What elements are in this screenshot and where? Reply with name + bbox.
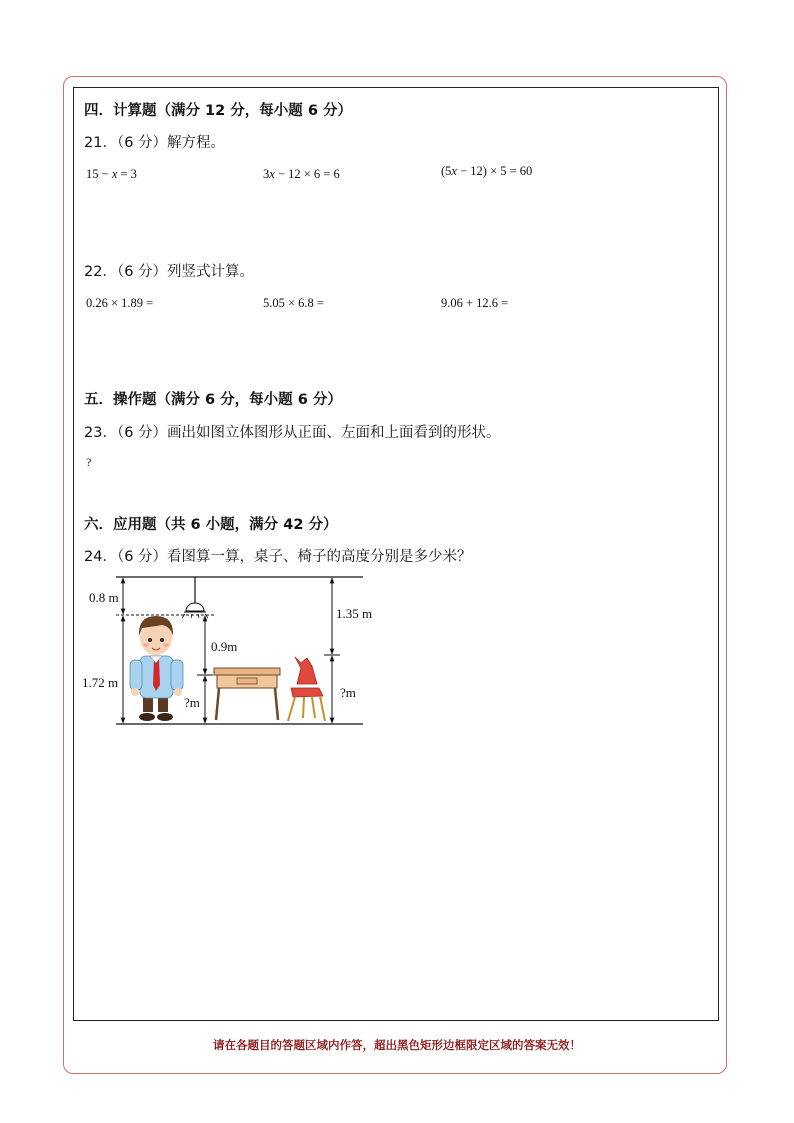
section-title-application: 六．应用题（共 6 小题，满分 42 分） <box>84 517 338 533</box>
vertical-calc-1: 0.26 × 1.89 = <box>86 296 154 310</box>
question-24-stem: 24．（6 分）看图算一算，桌子、椅子的高度分别是多少米？ <box>84 549 472 565</box>
desk-figure <box>214 668 280 720</box>
question-21-stem: 21．（6 分）解方程。 <box>84 135 226 151</box>
ceiling-lamp-icon <box>182 577 208 618</box>
label-chair-height: ?m <box>340 685 356 700</box>
label-desk-height: ?m <box>184 695 200 710</box>
dimension-chair-height <box>332 656 356 723</box>
question-23-stem: 23．（6 分）画出如图立体图形从正面、左面和上面看到的形状。 <box>84 425 501 441</box>
label-lamp-height: 0.8 m <box>89 590 119 605</box>
dimension-boy-height <box>82 616 123 723</box>
dimension-lamp-height <box>89 578 123 614</box>
vertical-calc-3: 9.06 + 12.6 = <box>441 296 509 310</box>
section-title-calculation: 四．计算题（满分 12 分，每小题 6 分） <box>84 103 352 119</box>
question-22-stem: 22．（6 分）列竖式计算。 <box>84 264 255 280</box>
equation-1: 15 − x = 3 <box>86 167 137 181</box>
height-diagram <box>80 570 380 730</box>
answer-area-notice: 请在各题目的答题区域内作答，超出黑色矩形边框限定区域的答案无效！ <box>213 1038 581 1052</box>
section-title-operation: 五．操作题（满分 6 分，每小题 6 分） <box>84 392 342 408</box>
equation-3: (5x − 12) × 5 = 60 <box>441 164 533 178</box>
label-boy-height: 1.72 m <box>82 675 119 690</box>
dimension-lamp-to-desk <box>205 616 237 674</box>
vertical-calc-2: 5.05 × 6.8 = <box>263 296 324 310</box>
missing-figure-placeholder: ? <box>86 455 92 469</box>
chair-figure <box>288 657 325 721</box>
dimension-ceiling-to-chair <box>332 578 372 654</box>
label-lamp-to-desk: 0.9m <box>211 639 238 654</box>
label-ceiling-to-chair: 1.35 m <box>336 606 373 621</box>
boy-figure <box>130 616 183 721</box>
equation-2: 3x − 12 × 6 = 6 <box>263 167 340 181</box>
dimension-desk-height <box>184 676 205 723</box>
